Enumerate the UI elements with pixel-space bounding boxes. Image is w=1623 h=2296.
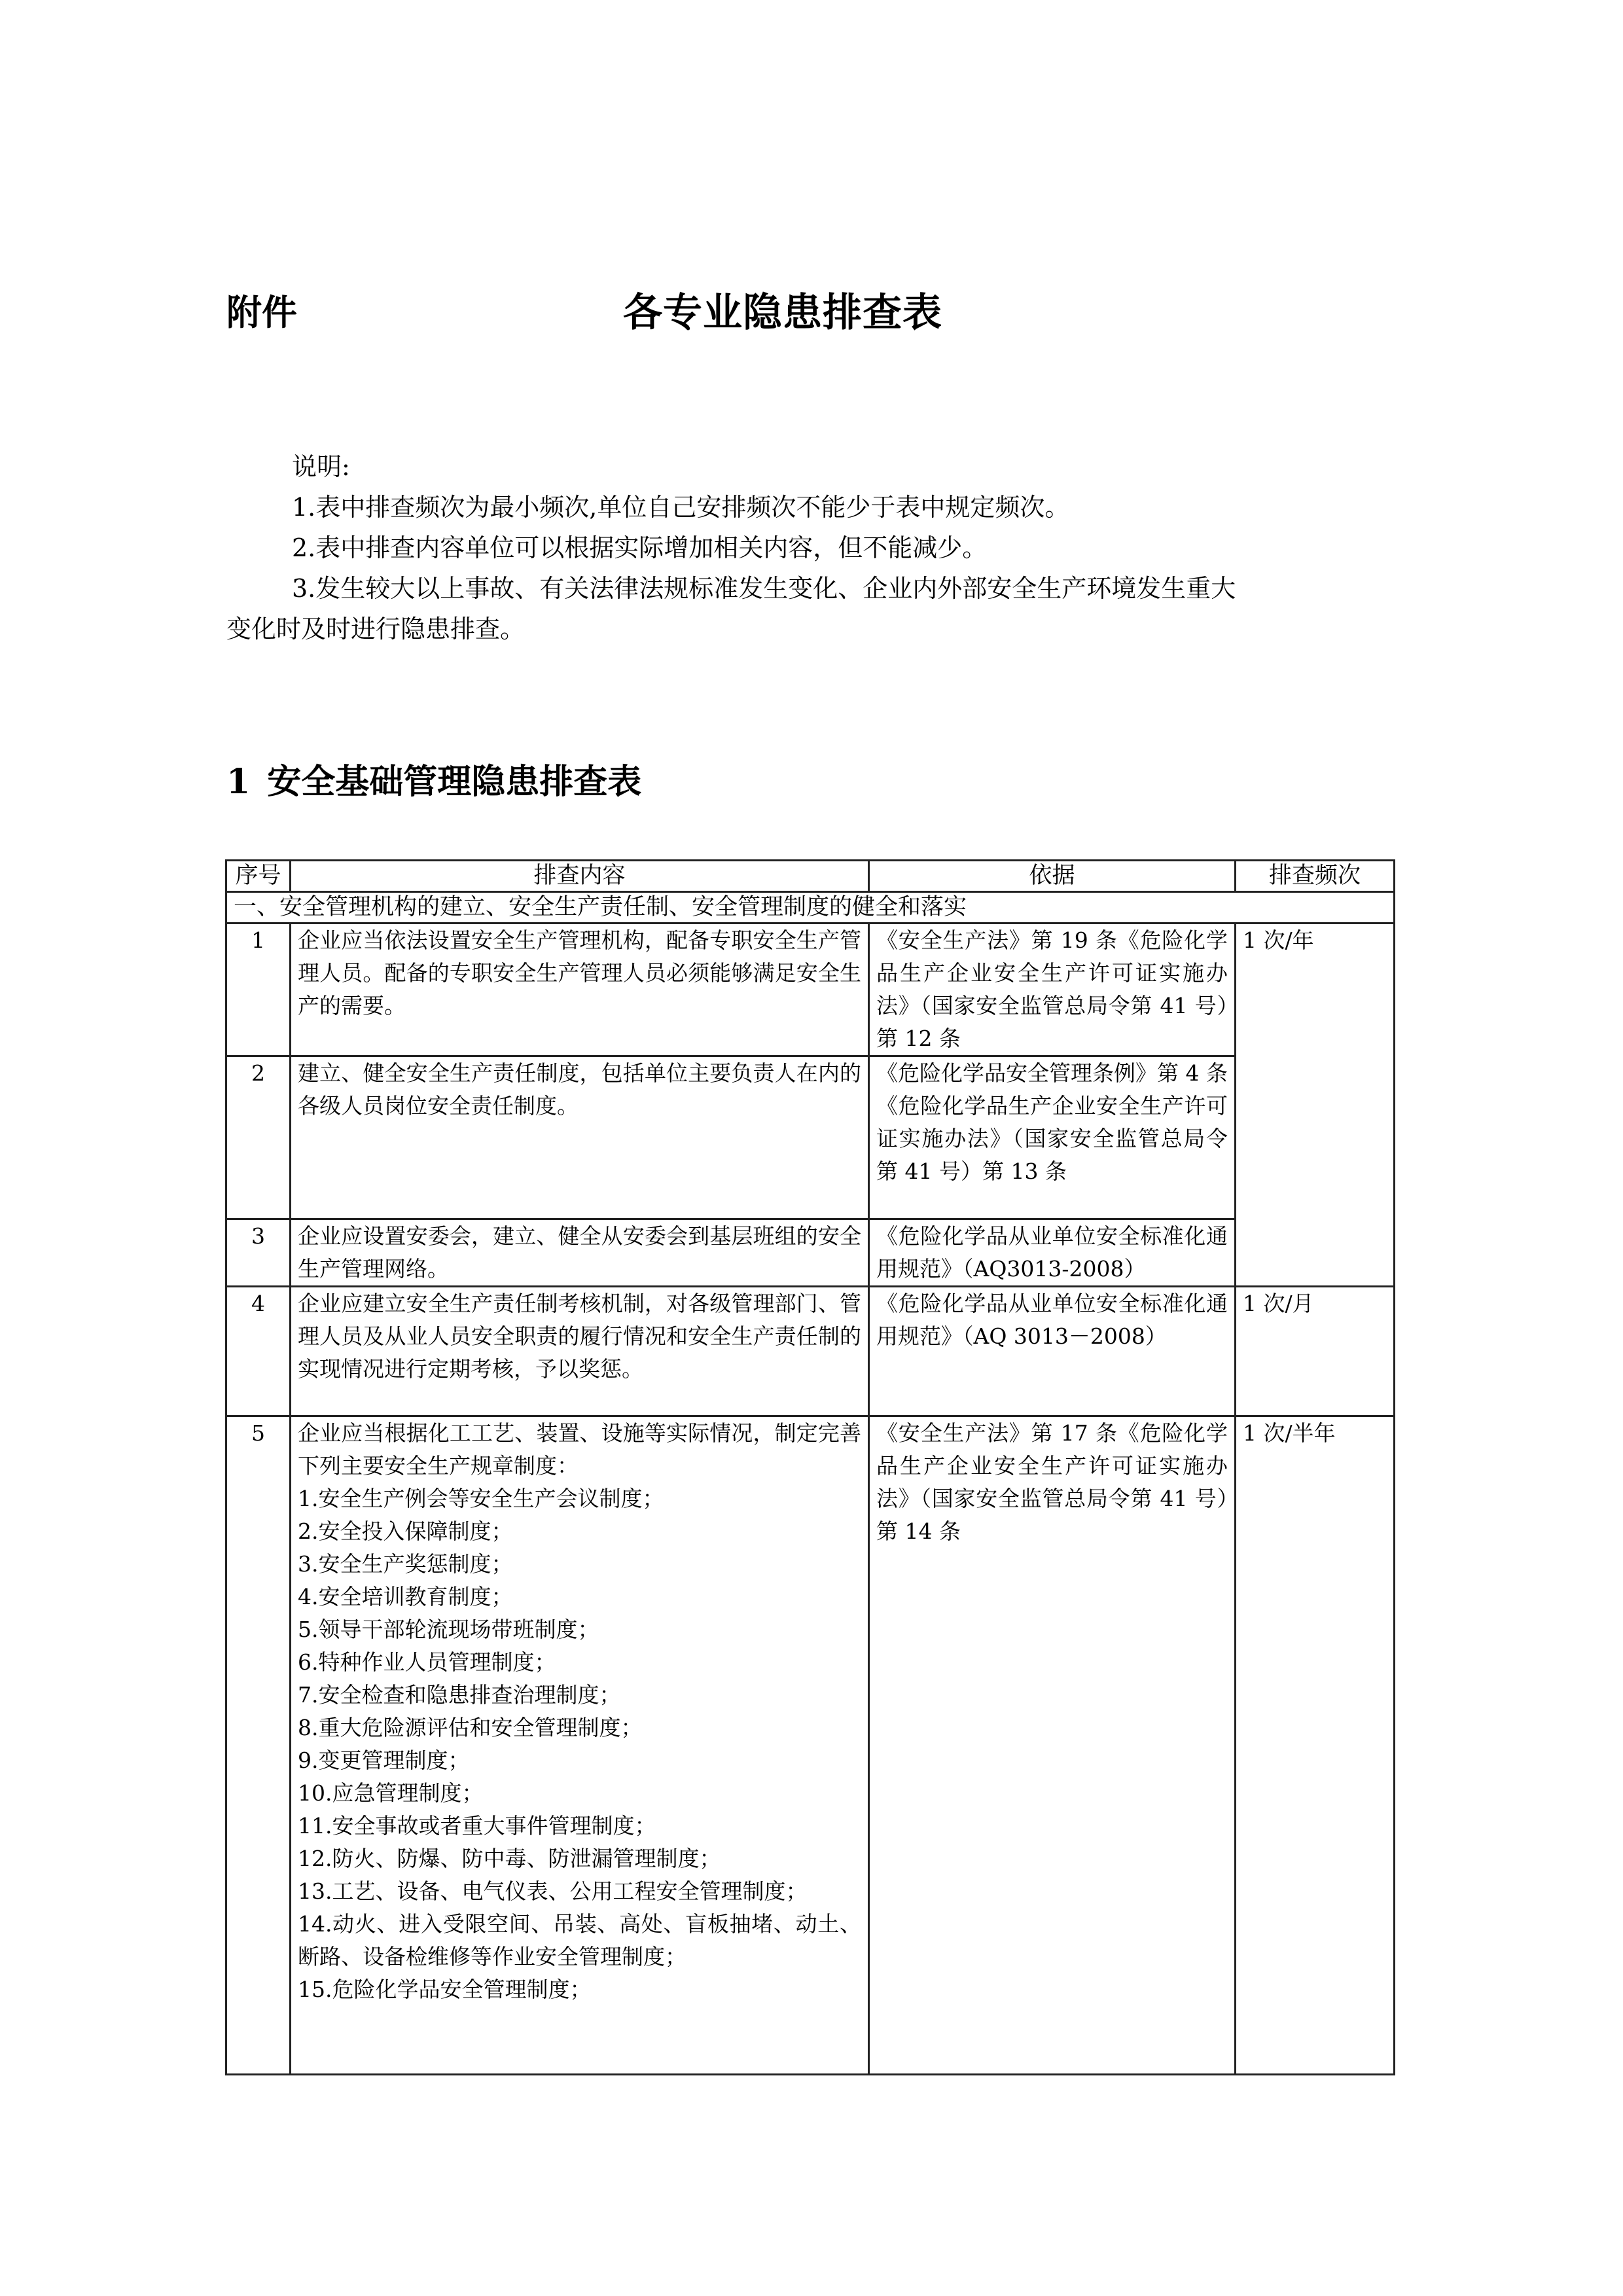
table-group-row [226,892,1395,924]
row-frequency: 1 次/半年 [1236,1416,1395,2075]
row-content-intro: 企业应当根据化工工艺、装置、设施等实际情况，制定完善下列主要安全生产规章制度： [298,1420,861,1479]
row-content [291,1416,869,2075]
group-title: 一、安全管理机构的建立、安全生产责任制、安全管理制度的健全和落实 [226,892,1395,924]
regulation-list-item: 9.变更管理制度； [298,1748,470,1773]
row-basis: 《危险化学品从业单位安全标准化通用规范》（AQ 3013－2008） [869,1287,1236,1416]
annex-label: 附件 [226,292,297,333]
section-heading [226,756,641,808]
regulation-list-item: 1.安全生产例会等安全生产会议制度； [298,1486,664,1511]
regulation-list-item: 6.特种作业人员管理制度； [298,1649,556,1675]
row-index: 5 [226,1416,291,2075]
regulation-list-item: 8.重大危险源评估和安全管理制度； [298,1715,643,1740]
row-content: 企业应当依法设置安全生产管理机构，配备专职安全生产管理人员。配备的专职安全生产管理人员必须能够满足安全生产的需要。 [291,924,869,1056]
regulation-list-item: 14.动火、进入受限空间、吊装、高处、盲板抽堵、动土、断路、设备检维修等作业安全管理制度； [298,1911,861,1969]
row-basis: 《安全生产法》第 17 条《危险化学品生产企业安全生产许可证实施办法》（国家安全监管总局令第 41 号）第 14 条 [869,1416,1236,2075]
regulation-list-item: 2.安全投入保障制度； [298,1518,513,1544]
column-header-index: 序号 [226,861,291,892]
row-content: 企业应设置安委会，建立、健全从安委会到基层班组的安全生产管理网络。 [291,1219,869,1287]
regulation-list-item: 5.领导干部轮流现场带班制度； [298,1617,599,1642]
regulation-list-item: 11.安全事故或者重大事件管理制度； [298,1813,656,1839]
row-index: 3 [226,1219,291,1287]
row-index: 2 [226,1056,291,1219]
notes-heading: 说明: [292,452,350,481]
regulation-list-item: 4.安全培训教育制度； [298,1584,513,1609]
document-header [226,287,1404,339]
notes-block [226,446,1398,649]
table-header-row [226,861,1395,892]
regulation-list-item: 3.安全生产奖惩制度； [298,1551,513,1577]
row-index: 1 [226,924,291,1056]
row-basis: 《危险化学品安全管理条例》第 4 条《危险化学品生产企业安全生产许可证实施办法》（国家安全监管总局令第 41 号）第 13 条 [869,1056,1236,1219]
regulation-list-item: 7.安全检查和隐患排查治理制度； [298,1682,621,1708]
table-row [226,1056,1395,1219]
regulation-list-item: 13.工艺、设备、电气仪表、公用工程安全管理制度； [298,1878,808,1904]
regulation-list-item: 15.危险化学品安全管理制度； [298,1977,592,2002]
note-item: 1.表中排查频次为最小频次,单位自己安排频次不能少于表中规定频次。 [292,493,1070,522]
column-header-frequency: 排查频次 [1236,861,1395,892]
row-frequency: 1 次/月 [1236,1287,1395,1416]
regulation-list-item: 12.防火、防爆、防中毒、防泄漏管理制度； [298,1846,721,1871]
note-item: 3.发生较大以上事故、有关法律法规标准发生变化、企业内外部安全生产环境发生重大 [292,574,1236,603]
table-row [226,924,1395,1056]
section-title: 安全基础管理隐患排查表 [267,762,642,802]
hazard-checklist-table [225,859,1395,2075]
section-number: 1 [226,762,251,802]
regulation-list-item: 10.应急管理制度； [298,1780,484,1806]
column-header-basis: 依据 [869,861,1236,892]
note-item: 2.表中排查内容单位可以根据实际增加相关内容，但不能减少。 [292,533,988,562]
table-row [226,1219,1395,1287]
table-row [226,1287,1395,1416]
row-content: 企业应建立安全生产责任制考核机制，对各级管理部门、管理人员及从业人员安全职责的履行情况和安全生产责任制的实现情况进行定期考核，予以奖惩。 [291,1287,869,1416]
row-content: 建立、健全安全生产责任制度，包括单位主要负责人在内的各级人员岗位安全责任制度。 [291,1056,869,1219]
note-item-continuation: 变化时及时进行隐患排查。 [226,615,526,643]
row-index: 4 [226,1287,291,1416]
row-basis: 《安全生产法》第 19 条《危险化学品生产企业安全生产许可证实施办法》（国家安全监管总局令第 41 号）第 12 条 [869,924,1236,1056]
row-basis: 《危险化学品从业单位安全标准化通用规范》（AQ3013-2008） [869,1219,1236,1287]
table-row [226,1416,1395,2075]
document-title: 各专业隐患排查表 [623,290,942,336]
column-header-content: 排查内容 [291,861,869,892]
row-frequency: 1 次/年 [1236,924,1395,1287]
